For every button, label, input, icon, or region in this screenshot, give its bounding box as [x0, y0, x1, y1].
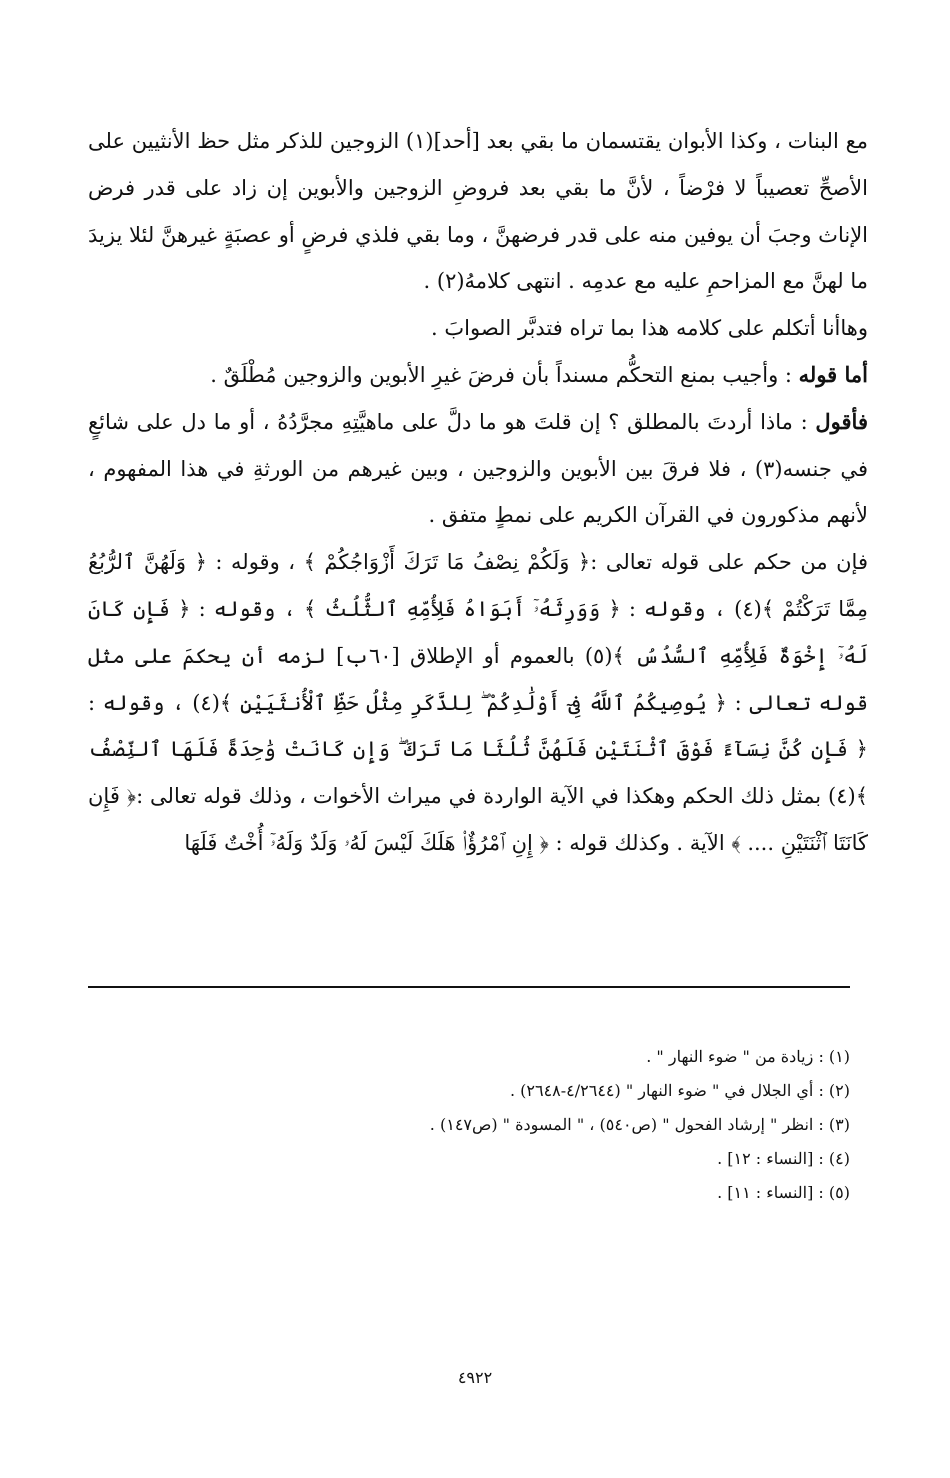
paragraph-4: فأقول : ماذا أردتَ بالمطلق ؟ إن قلتَ هو ما دلَّ على ماهيَّتِهِ مجرَّدُهُ ، أو ما دل على شائعٍ في جنسه(٣) ، فلا فرقَ بين الأبوين والزوجين ، وبين غيرهم من الورثةِ في هذا المفهوم ، لأنهم مذكورون في القرآن الكريم على نمطٍ متفق . [88, 408, 868, 528]
footnote-4: (٤) : [النساء : ١٢] . [717, 1149, 850, 1168]
footnote-separator [88, 986, 850, 988]
footnote-1: (١) : زيادة من " ضوء النهار " . [646, 1047, 850, 1066]
paragraph-3: أما قوله : وأجيب بمنع التحكُّم مسنداً بأن فرضَ غيرِ الأبوين والزوجين مُطْلَقٌ . [210, 361, 868, 387]
body-text [88, 118, 868, 867]
paragraph-1: مع البنات ، وكذا الأبوان يقتسمان ما بقي بعد [أحد](١) الزوجين للذكر مثل حظ الأنثيين على الأصحِّ تعصيباً لا فرْضاً ، لأنَّ ما بقي بعد فروضِ الزوجين والأبوين إن زاد على قدر فرض الإناث وجبَ أن يوفين منه على قدر فرضهنَّ ، وما بقي فلذي فرضٍ أو عصبَةٍ غيرهنَّ لئلا يزيدَ ما لهنَّ مع المزاحمِ عليه مع عدمِه . انتهى كلامهُ(٢) . [88, 129, 868, 294]
paragraph-2: وهاأنا أتكلم على كلامه هذا بما تراه فتدبَّر الصوابَ . [431, 316, 868, 341]
footnote-3: (٣) : انظر " إرشاد الفحول " (ص٥٤٠) ، " المسودة " (ص١٤٧) . [429, 1115, 850, 1134]
page-number: ٤٩٢٢ [457, 1368, 493, 1387]
paragraph-5: فإن من حكم على قوله تعالى :﴿ وَلَكُمْ نِصْفُ مَا تَرَكَ أَزْوَاجُكُمْ ﴾ ، وقوله : ﴿ وَلَهُنَّ ٱلرُّبُعُ مِمَّا تَرَكْتُمْ ﴾(٤) ، وقوله : ﴿ وَوَرِثَهُۥٓ أَبَوَاهُ فَلِأُمِّهِ ٱلثُّلُثُ ﴾ ، وقوله : ﴿ فَإِن كَانَ لَهُۥٓ إِخْوَةٌ فَلِأُمِّهِ ٱلسُّدُسُ ﴾(٥) بالعموم أو الإطلاق [٦٠ب] لزمه أن يحكمَ على مثل قوله تعالى : ﴿ يُوصِيكُمُ ٱللَّهُ فِىٓ أَوْلَٰدِكُمْ ۖ لِلذَّكَرِ مِثْلُ حَظِّ ٱلْأُنثَيَيْنِ ﴾(٤) ، وقوله : ﴿ فَإِن كُنَّ نِسَآءً فَوْقَ ٱثْنَتَيْنِ فَلَهُنَّ ثُلُثَا مَا تَرَكَ ۖ وَإِن كَانَتْ وَٰحِدَةً فَلَهَا ٱلنِّصْفُ ﴾(٤) بمثل ذلك الحكم وهكذا في الآية الواردة في ميراث الأخوات ، وذلك قوله تعالى :﴿ فَإِن كَانَتَا ٱثْنَتَيْنِ .... ﴾ الآية . وكذلك قوله : ﴿ إِنِ ٱمْرُؤٌا۟ هَلَكَ لَيْسَ لَهُۥ وَلَدٌ وَلَهُۥٓ أُخْتٌ فَلَهَا [88, 550, 869, 855]
footnotes [150, 1040, 850, 1210]
footnote-2: (٢) : أي الجلال في " ضوء النهار " (٤/٢٦٤٤-٢٦٤٨) . [509, 1081, 850, 1100]
bold-lead: أما قوله [798, 361, 868, 387]
footnote-5: (٥) : [النساء : ١١] . [717, 1183, 850, 1202]
bold-lead: فأقول [815, 408, 868, 434]
